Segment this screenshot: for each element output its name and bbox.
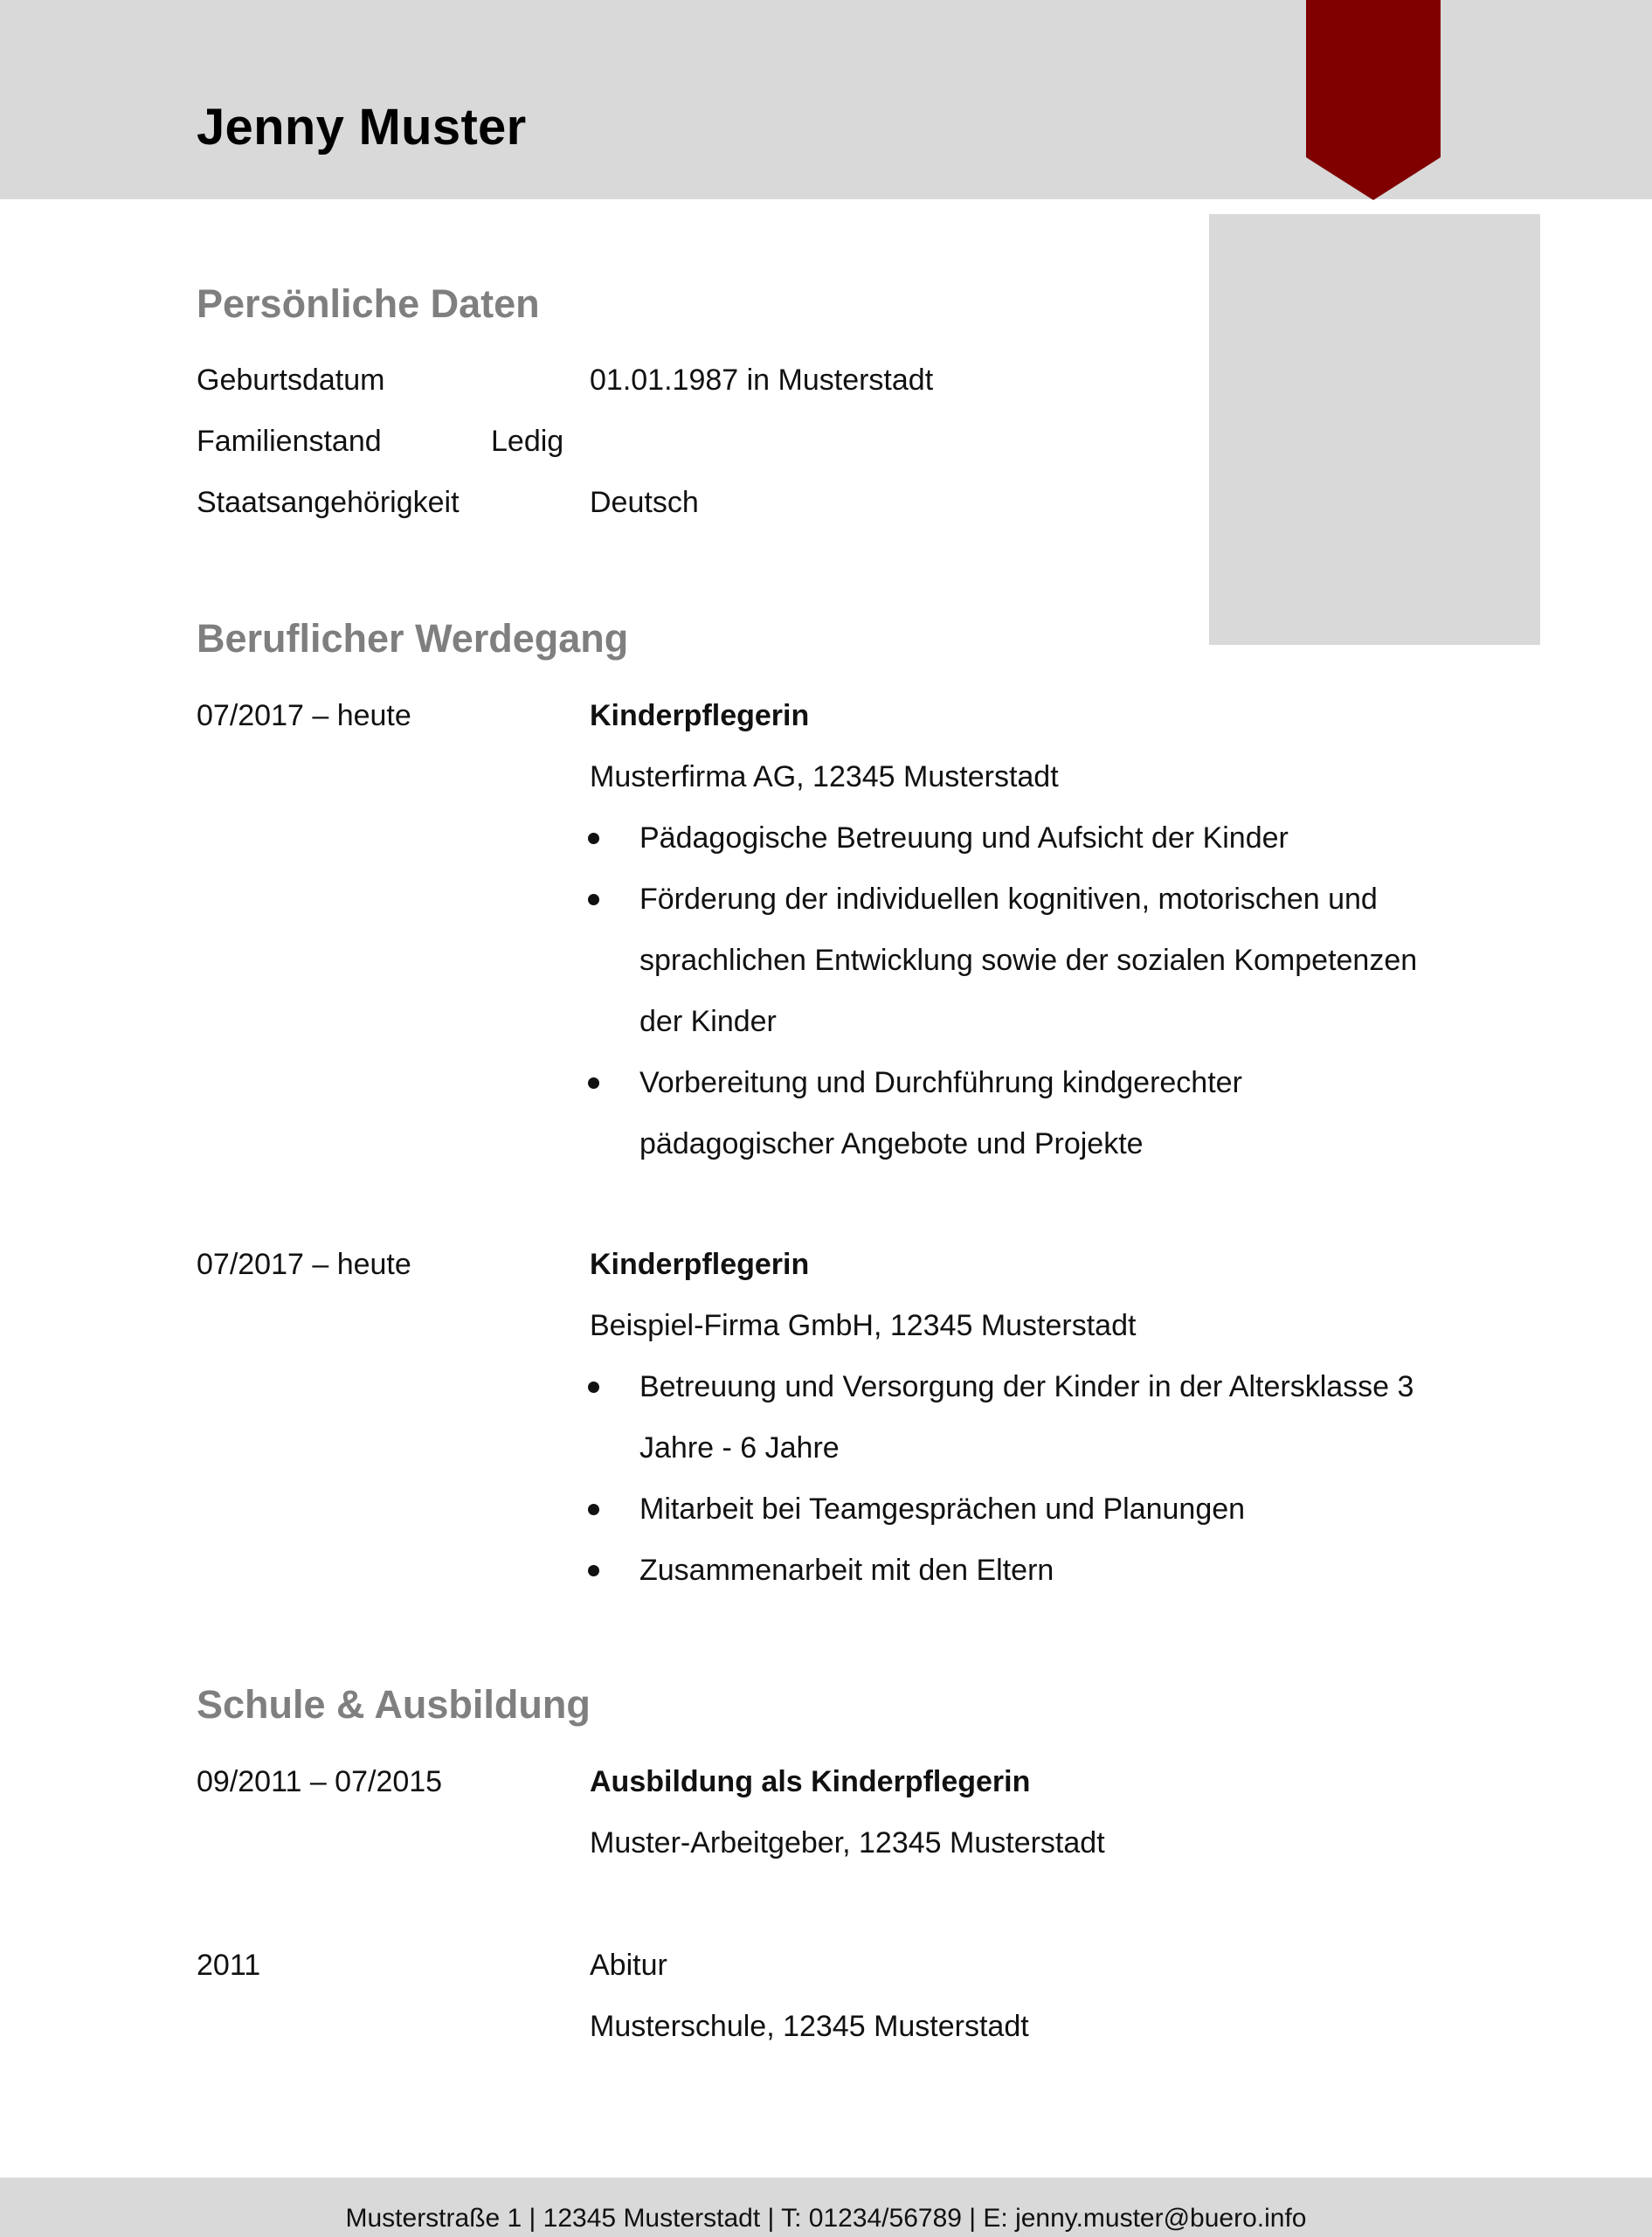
bullet-icon bbox=[588, 833, 599, 844]
job-period: 07/2017 – heute bbox=[197, 1248, 411, 1281]
education-period: 2011 bbox=[197, 1949, 261, 1982]
personal-label-birthdate: Geburtsdatum bbox=[197, 364, 385, 397]
job-period: 07/2017 – heute bbox=[197, 699, 411, 732]
bullet-icon bbox=[588, 1077, 599, 1089]
section-title-education: Schule & Ausbildung bbox=[197, 1682, 591, 1727]
job-bullet-line: pädagogischer Angebote und Projekte bbox=[639, 1127, 1144, 1160]
job-bullet-line: der Kinder bbox=[639, 1005, 777, 1038]
photo-placeholder bbox=[1209, 214, 1540, 645]
bullet-icon bbox=[588, 1382, 599, 1393]
personal-label-marital-status: Familienstand bbox=[197, 425, 382, 458]
job-bullet-line: Vorbereitung und Durchführung kindgerechter bbox=[639, 1066, 1242, 1099]
job-role: Kinderpflegerin bbox=[590, 699, 810, 732]
bullet-icon bbox=[588, 894, 599, 905]
section-title-personal: Persönliche Daten bbox=[197, 281, 540, 326]
bullet-icon bbox=[588, 1565, 599, 1576]
job-bullet-line: Jahre - 6 Jahre bbox=[639, 1431, 840, 1465]
job-bullet-line: Betreuung und Versorgung der Kinder in der Altersklasse 3 bbox=[639, 1370, 1414, 1403]
education-title: Abitur bbox=[590, 1949, 667, 1982]
job-company: Musterfirma AG, 12345 Musterstadt bbox=[590, 760, 1059, 793]
candidate-name: Jenny Muster bbox=[197, 99, 527, 156]
personal-value-marital-status: Ledig bbox=[491, 425, 564, 458]
education-place: Muster-Arbeitgeber, 12345 Musterstadt bbox=[590, 1826, 1105, 1860]
bookmark-ribbon-icon bbox=[1306, 0, 1441, 200]
job-bullet-line: sprachlichen Entwicklung sowie der sozialen Kompetenzen bbox=[639, 944, 1418, 977]
education-title: Ausbildung als Kinderpflegerin bbox=[590, 1765, 1031, 1798]
job-bullet-line: Zusammenarbeit mit den Eltern bbox=[639, 1554, 1054, 1587]
bullet-icon bbox=[588, 1504, 599, 1515]
job-bullet-line: Mitarbeit bei Teamgesprächen und Planungen bbox=[639, 1492, 1246, 1526]
section-title-career: Beruflicher Werdegang bbox=[197, 616, 629, 661]
personal-label-nationality: Staatsangehörigkeit bbox=[197, 486, 460, 519]
job-bullet-line: Förderung der individuellen kognitiven, motorischen und bbox=[639, 883, 1378, 916]
job-role: Kinderpflegerin bbox=[590, 1248, 810, 1281]
job-bullet-line: Pädagogische Betreuung und Aufsicht der Kinder bbox=[639, 821, 1289, 855]
footer-contact: Musterstraße 1 | 12345 Musterstadt | T: 01234/56789 | E: jenny.muster@buero.info bbox=[345, 2204, 1307, 2233]
job-company: Beispiel-Firma GmbH, 12345 Musterstadt bbox=[590, 1309, 1137, 1342]
personal-value-birthdate: 01.01.1987 in Musterstadt bbox=[590, 364, 934, 397]
education-period: 09/2011 – 07/2015 bbox=[197, 1765, 443, 1798]
personal-value-nationality: Deutsch bbox=[590, 486, 699, 519]
education-place: Musterschule, 12345 Musterstadt bbox=[590, 2010, 1029, 2043]
